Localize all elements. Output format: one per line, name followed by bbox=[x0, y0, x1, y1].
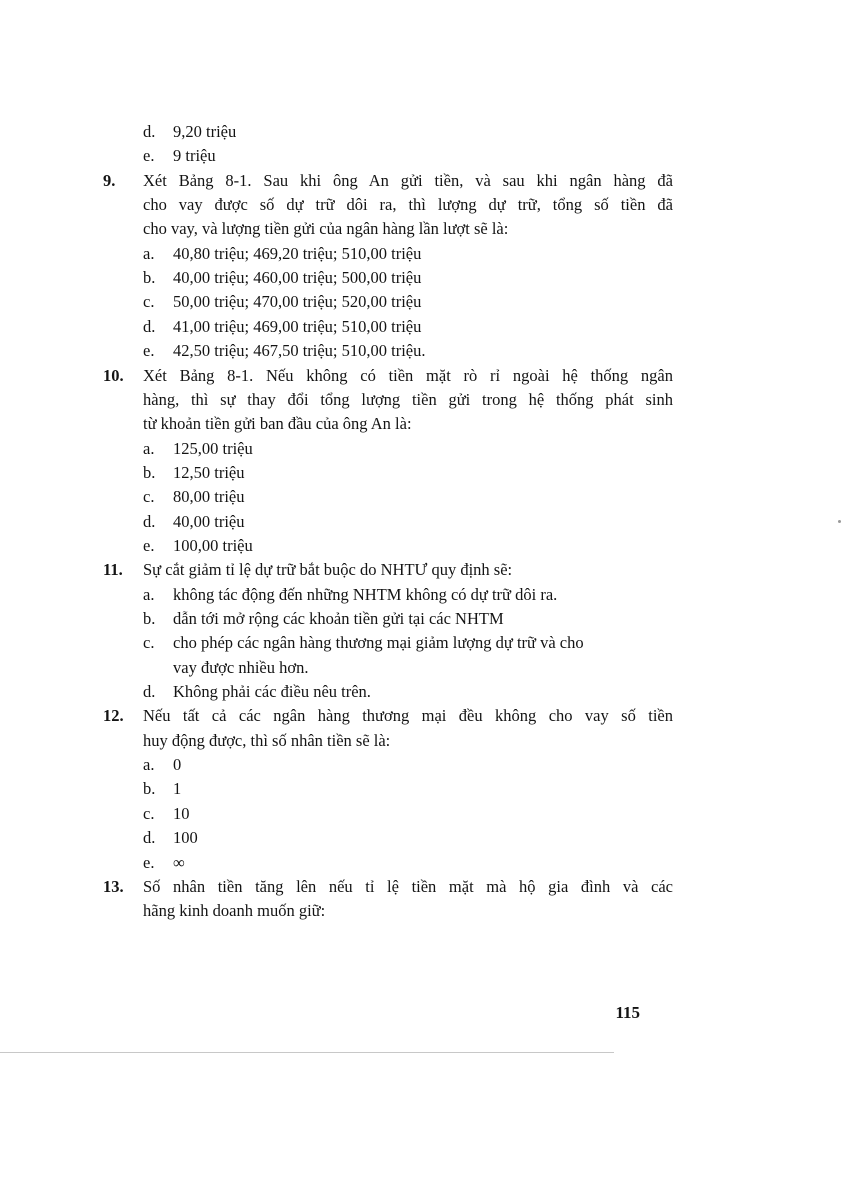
option-label: c. bbox=[143, 292, 155, 312]
option-label: a. bbox=[143, 755, 155, 775]
option-text: 40,80 triệu; 469,20 triệu; 510,00 triệu bbox=[173, 243, 422, 263]
question-text: cho vay, và lượng tiền gửi của ngân hàng lần lượt sẽ là: bbox=[143, 219, 509, 239]
option-text: 125,00 triệu bbox=[173, 438, 253, 458]
question-text: Nếu tất cả các ngân hàng thương mại đều không cho vay số tiền bbox=[143, 706, 673, 726]
question-number: 9. bbox=[103, 170, 116, 190]
question-text: Xét Bảng 8-1. Sau khi ông An gửi tiền, và sau khi ngân hàng đã bbox=[143, 170, 673, 190]
option-label: d. bbox=[143, 316, 156, 336]
option-label: b. bbox=[143, 462, 156, 482]
option-label: d. bbox=[143, 828, 156, 848]
question-text: cho vay được số dự trữ dôi ra, thì lượng dự trữ, tổng số tiền đã bbox=[143, 195, 673, 215]
option-text: 100 bbox=[173, 828, 198, 848]
option-label: a. bbox=[143, 243, 155, 263]
option-text: 40,00 triệu; 460,00 triệu; 500,00 triệu bbox=[173, 268, 422, 288]
option-text: 0 bbox=[173, 755, 182, 775]
question-number: 10. bbox=[103, 365, 124, 385]
question-number: 12. bbox=[103, 706, 124, 726]
option-label: a. bbox=[143, 438, 155, 458]
option-text: cho phép các ngân hàng thương mại giảm lượng dự trữ và cho bbox=[173, 633, 584, 653]
footer-rule bbox=[0, 1052, 614, 1053]
option-text: 80,00 triệu bbox=[173, 487, 245, 507]
question-text: huy động được, thì số nhân tiền sẽ là: bbox=[143, 730, 391, 750]
option-text: dẫn tới mở rộng các khoản tiền gửi tại các NHTM bbox=[173, 609, 504, 628]
option-text: 50,00 triệu; 470,00 triệu; 520,00 triệu bbox=[173, 292, 422, 312]
option-text: 10 bbox=[173, 803, 190, 823]
option-text: 12,50 triệu bbox=[173, 462, 245, 482]
question-text: Sự cắt giảm tỉ lệ dự trữ bắt buộc do NHTƯ quy định sẽ: bbox=[143, 560, 513, 580]
option-text: 1 bbox=[173, 779, 182, 799]
question-number: 11. bbox=[103, 560, 123, 580]
question-number: 13. bbox=[103, 876, 124, 896]
option-text: 9,20 triệu bbox=[173, 122, 237, 141]
option-label: d. bbox=[143, 122, 156, 141]
option-text: 100,00 triệu bbox=[173, 535, 253, 555]
option-label: b. bbox=[143, 779, 156, 799]
option-label: d. bbox=[143, 682, 156, 702]
option-text: vay được nhiều hơn. bbox=[173, 657, 309, 677]
question-text: Số nhân tiền tăng lên nếu tỉ lệ tiền mặt mà hộ gia đình và các bbox=[143, 876, 673, 896]
option-label: c. bbox=[143, 803, 155, 823]
question-text: hãng kinh doanh muốn giữ: bbox=[143, 901, 326, 921]
option-label: b. bbox=[143, 609, 156, 628]
option-text: 42,50 triệu; 467,50 triệu; 510,00 triệu. bbox=[173, 341, 426, 361]
question-text: hàng, thì sự thay đổi tổng lượng tiền gửi trong hệ thống phát sinh bbox=[143, 389, 673, 409]
option-label: c. bbox=[143, 487, 155, 507]
option-label: e. bbox=[143, 535, 155, 555]
option-text: 41,00 triệu; 469,00 triệu; 510,00 triệu bbox=[173, 316, 422, 336]
question-text: Xét Bảng 8-1. Nếu không có tiền mặt rò rỉ ngoài hệ thống ngân bbox=[143, 365, 673, 385]
option-text: Không phải các điều nêu trên. bbox=[173, 682, 371, 702]
option-text: ∞ bbox=[173, 852, 185, 872]
option-text: 40,00 triệu bbox=[173, 511, 245, 531]
page-number: 115 bbox=[615, 1003, 640, 1022]
option-label: a. bbox=[143, 584, 155, 604]
question-text: từ khoản tiền gửi ban đầu của ông An là: bbox=[143, 414, 412, 434]
option-label: b. bbox=[143, 268, 156, 288]
option-label: e. bbox=[143, 852, 155, 872]
option-label: e. bbox=[143, 341, 155, 361]
option-label: d. bbox=[143, 511, 156, 531]
option-text: không tác động đến những NHTM không có dự trữ dôi ra. bbox=[173, 584, 558, 604]
option-text: 9 triệu bbox=[173, 146, 216, 166]
option-label: c. bbox=[143, 633, 155, 653]
option-label: e. bbox=[143, 146, 155, 166]
